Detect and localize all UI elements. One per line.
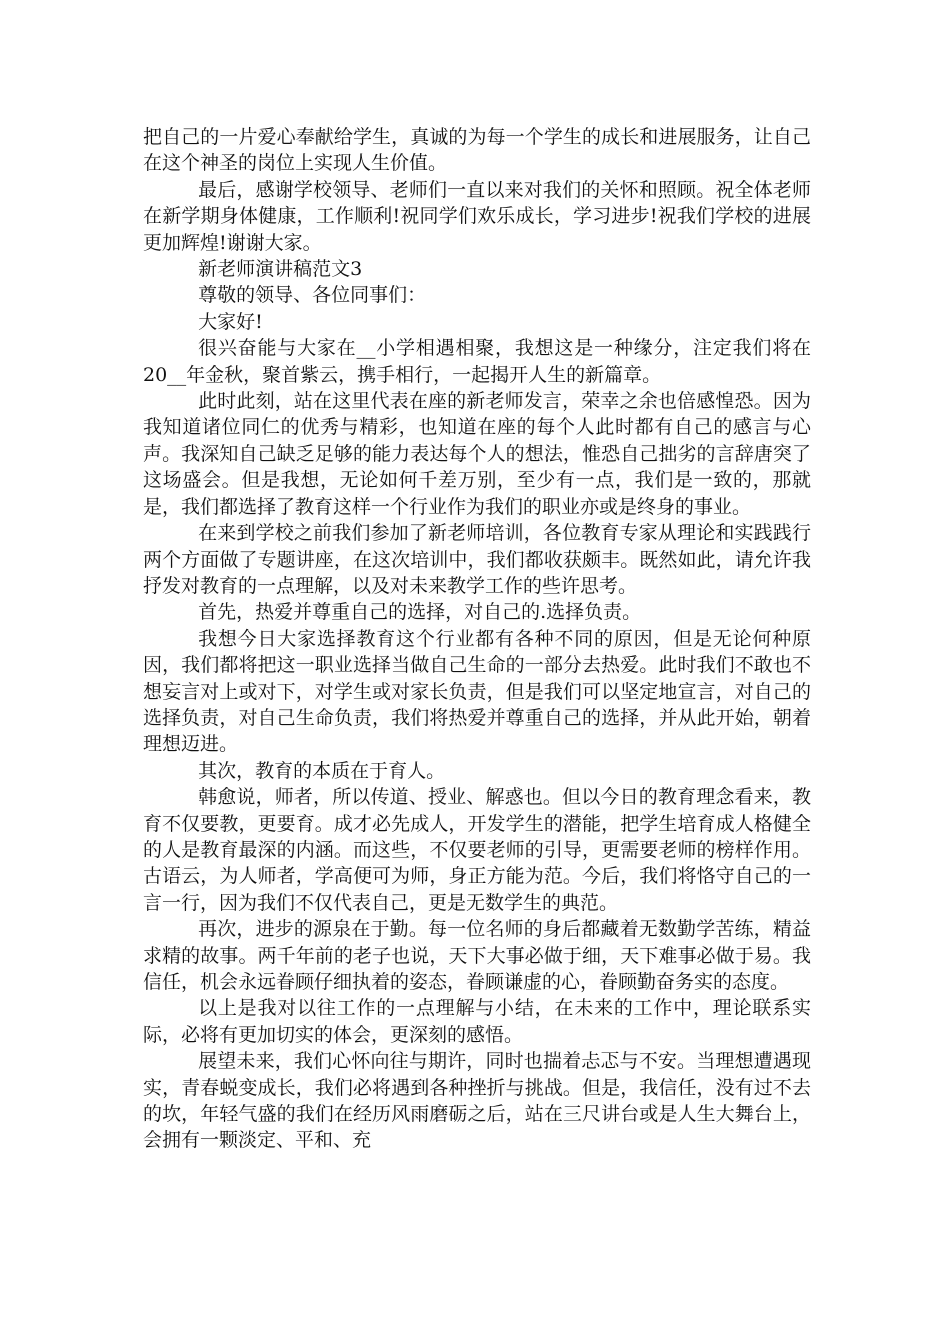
paragraph: 最后，感谢学校领导、老师们一直以来对我们的关怀和照顾。祝全体老师在新学期身体健康，工作顺利!祝同学们欢乐成长，学习进步!祝我们学校的进展更加辉煌!谢谢大家。 <box>143 178 811 254</box>
paragraph: 在来到学校之前我们参加了新老师培训，各位教育专家从理论和实践践行两个方面做了专题讲座，在这次培训中，我们都收获颇丰。既然如此，请允许我抒发对教育的一点理解，以及对未来教学工作的些许思考。 <box>143 522 811 597</box>
paragraph: 其次，教育的本质在于育人。 <box>198 759 446 782</box>
paragraph: 以上是我对以往工作的一点理解与小结，在未来的工作中，理论联系实际，必将有更加切实的体会，更深刻的感悟。 <box>143 997 811 1046</box>
greeting: 大家好! <box>198 310 263 333</box>
section-heading: 新老师演讲稿范文3 <box>198 258 363 281</box>
paragraph: 此时此刻，站在这里代表在座的新老师发言，荣幸之余也倍感惶恐。因为我知道诸位同仁的优秀与精彩，也知道在座的每个人此时都有自己的感言与心声。我深知自己缺乏足够的能力表达每个人的想法，惟恐自己拙劣的言辞唐突了这场盛会。但是我想，无论如何千差万别，至少有一点，我们是一致的，那就是，我们都选择了教育这样一个行业作为我们的职业亦或是终身的事业。 <box>143 390 811 518</box>
paragraph: 首先，热爱并尊重自己的选择，对自己的.选择负责。 <box>198 601 642 624</box>
paragraph: 展望未来，我们心怀向往与期许，同时也揣着忐忑与不安。当理想遭遇现实，青春蜕变成长，我们必将遇到各种挫折与挑战。但是，我信任，没有过不去的坎，年轻气盛的我们在经历风雨磨砺之后，站在三尺讲台或是人生大舞台上，会拥有一颗淡定、平和、充 <box>143 1050 811 1152</box>
salutation: 尊敬的领导、各位同事们： <box>198 284 427 307</box>
paragraph: 韩愈说，师者，所以传道、授业、解惑也。但以今日的教育理念看来，教育不仅要教，更要育。成才必先成人，开发学生的潜能，把学生培育成人格健全的人是教育最深的内涵。而这些，不仅要老师的引导，更需要老师的榜样作用。古语云，为人师者，学高便可为师，身正方能为范。今后，我们将恪守自己的一言一行，因为我们不仅代表自己，更是无数学生的典范。 <box>143 786 811 914</box>
paragraph: 很兴奋能与大家在__小学相遇相聚，我想这是一种缘分，注定我们将在20__年金秋，聚首紫云，携手相行，一起揭开人生的新篇章。 <box>143 337 811 386</box>
document-body <box>143 124 811 1154</box>
paragraph: 把自己的一片爱心奉献给学生，真诚的为每一个学生的成长和进展服务，让自己在这个神圣的岗位上实现人生价值。 <box>143 126 811 175</box>
paragraph: 我想今日大家选择教育这个行业都有各种不同的原因，但是无论何种原因，我们都将把这一职业选择当做自己生命的一部分去热爱。此时我们不敢也不想妄言对上或对下，对学生或对家长负责，但是我们可以坚定地宣言，对自己的选择负责，对自己生命负责，我们将热爱并尊重自己的选择，并从此开始，朝着理想迈进。 <box>143 627 811 756</box>
paragraph: 再次，进步的源泉在于勤。每一位名师的身后都藏着无数勤学苦练，精益求精的故事。两千年前的老子也说，天下大事必做于细，天下难事必做于易。我信任，机会永远眷顾仔细执着的姿态，眷顾谦虚的心，眷顾勤奋务实的态度。 <box>143 918 811 993</box>
